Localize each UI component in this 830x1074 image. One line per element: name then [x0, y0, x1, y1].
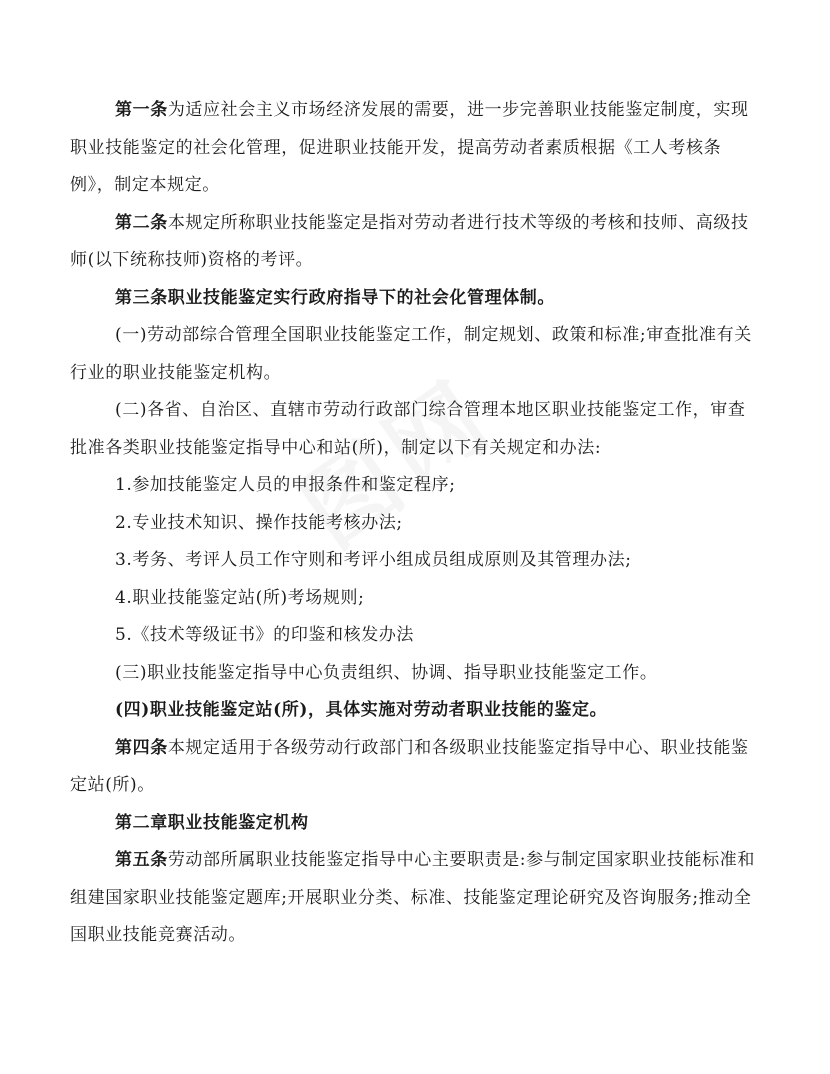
document-body: [70, 92, 760, 955]
article-5: [70, 842, 760, 955]
clause-2: [70, 392, 760, 467]
article-lead: 第一条: [115, 100, 168, 120]
article-text: (三)职业技能鉴定指导中心负责组织、协调、指导职业技能鉴定工作。: [115, 662, 658, 683]
clause-4: [70, 692, 760, 730]
article-text: (二)各省、自治区、直辖市劳动行政部门综合管理本地区职业技能鉴定工作，审查批准各类职业技能鉴定指导中心和站(所)，制定以下有关规定和办法:: [70, 400, 746, 458]
article-2: [70, 205, 760, 280]
article-text: 1.参加技能鉴定人员的申报条件和鉴定程序;: [115, 475, 456, 495]
article-lead: 第四条: [115, 737, 168, 758]
article-text: 3.考务、考评人员工作守则和考评小组成员组成原则及其管理办法;: [115, 550, 632, 570]
clause-1: [70, 317, 760, 392]
clause-3: [70, 655, 760, 693]
article-text: 劳动部所属职业技能鉴定指导中心主要职责是:参与制定国家职业技能标准和组建国家职业技能鉴定题库;开展职业分类、标准、技能鉴定理论研究及咨询服务;推动全国职业技能竞赛活动。: [70, 850, 755, 945]
article-3: [70, 280, 760, 318]
article-text: 2.专业技术知识、操作技能考核办法;: [115, 512, 403, 533]
article-1: [70, 92, 760, 205]
article-text: 4.职业技能鉴定站(所)考场规则;: [115, 587, 365, 608]
article-lead: (四)职业技能鉴定站(所)，具体实施对劳动者职业技能的鉴定。: [115, 700, 608, 720]
article-text: 本规定所称职业技能鉴定是指对劳动者进行技术等级的考核和技师、高级技师(以下统称技师)资格的考评。: [70, 212, 749, 270]
list-item: [70, 542, 760, 580]
article-text: 本规定适用于各级劳动行政部门和各级职业技能鉴定指导中心、职业技能鉴定站(所)。: [70, 737, 749, 795]
list-item: [70, 467, 760, 505]
article-lead: 第二章职业技能鉴定机构: [115, 812, 309, 833]
article-lead: 第二条: [115, 212, 168, 233]
article-text: 为适应社会主义市场经济发展的需要，进一步完善职业技能鉴定制度，实现职业技能鉴定的社会化管理，促进职业技能开发，提高劳动者素质根据《工人考核条例》，制定本规定。: [70, 100, 749, 195]
list-item: [70, 617, 760, 655]
article-text: (一)劳动部综合管理全国职业技能鉴定工作，制定规划、政策和标准;审查批准有关行业的职业技能鉴定机构。: [70, 325, 752, 383]
list-item: [70, 580, 760, 618]
chapter-heading: [70, 805, 760, 843]
article-text: 5.《技术等级证书》的印鉴和核发办法: [115, 625, 415, 645]
article-lead: 第五条: [115, 850, 168, 870]
article-4: [70, 730, 760, 805]
list-item: [70, 505, 760, 543]
article-lead: 第三条职业技能鉴定实行政府指导下的社会化管理体制。: [115, 287, 555, 308]
